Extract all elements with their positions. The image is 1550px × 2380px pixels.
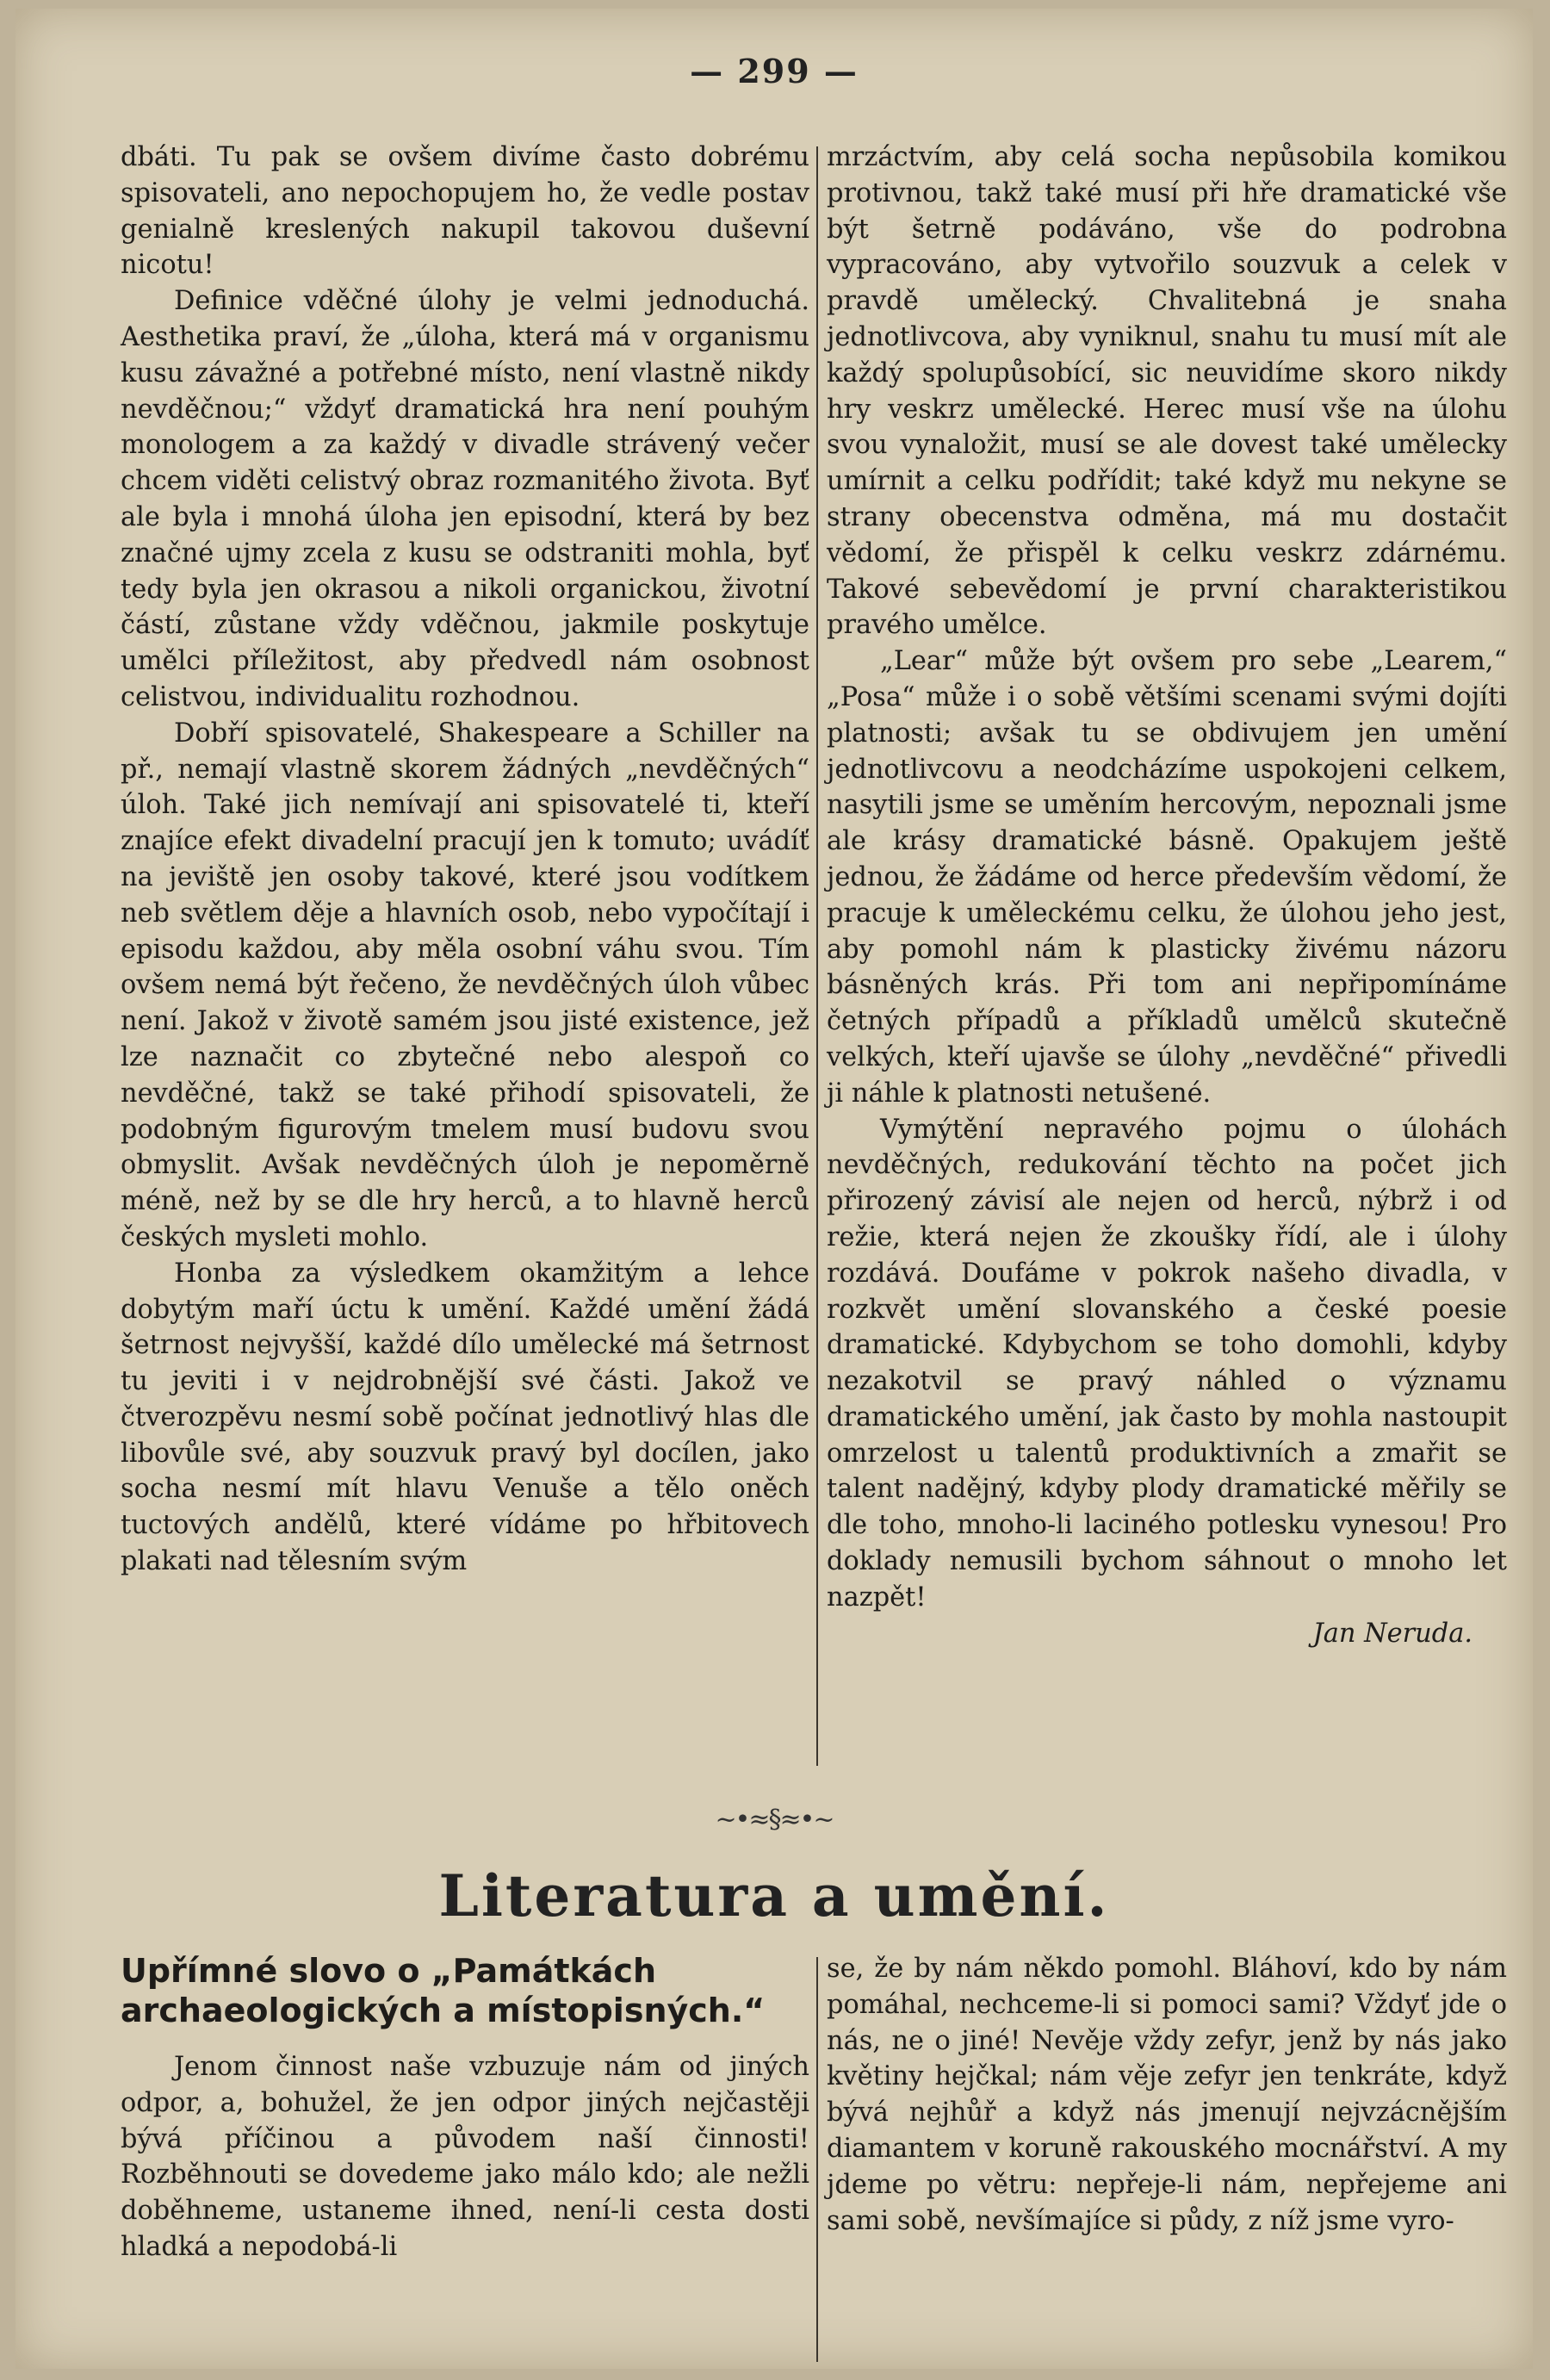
author-signature: Jan Neruda. <box>1312 1618 1472 1649</box>
paragraph: mrzáctvím, aby celá socha nepůsobila komikou protivnou, takž také musí při hře dramatické vše být šetrně podáváno, vše do podrobna vypracováno, aby vytvořilo souzvuk a celek v pravdě umělecký. Chvalitebná je snaha jednotlivcova, aby vyniknul, snahu tu musí mít ale každý spolupůsobící, sic neuvidíme skoro nikdy hry veskrz umělecké. Herec musí vše na úlohu svou vynaložit, musí se ale dovest také umělecky umírnit a celku podřídit; také když mu nekyne se strany obecenstva odměna, má mu dostačit vědomí, že přispěl k celku veskrz zdárnému. Takové sebevědomí je první charakteristikou pravého umělce. <box>827 142 1507 641</box>
paragraph: dbáti. Tu pak se ovšem divíme často dobrému spisovateli, ano nepochopujem ho, že vedle postav genialně kreslených nakupil takovou duševní nicotu! <box>121 142 809 281</box>
paragraph: Definice vděčné úlohy je velmi jednoduchá. Aesthetika praví, že „úloha, která má v organismu kusu závažné a potřebné místo, není vlastně nikdy nevděčnou;“ vždyť dramatická hra není pouhým monologem a za každý v divadle strávený večer chcem viděti celistvý obraz rozmanitého života. Byť ale byla i mnohá úloha jen episodní, která by bez značné ujmy zcela z kusu se odstraniti mohla, byť tedy byla jen okrasou a nikoli organickou, životní částí, zůstane vždy vděčnou, jakmile poskytuje umělci příležitost, aby předvedl nám osobnost celistvou, individualitu rozhodnou. <box>121 286 809 712</box>
right-column <box>809 140 1507 1651</box>
article-left-column <box>121 1951 809 2265</box>
paragraph: Dobří spisovatelé, Shakespeare a Schiller na př., nemají vlastně skorem žádných „nevděčných“ úloh. Také jich nemívají ani spisovatelé ti, kteří znajíce efekt divadelní pracují jen k tomuto; uvádíť na jeviště jen osoby takové, které jsou vodítkem neb světlem děje a hlavních osob, nebo vypočítají i episodu každou, aby měla osobní váhu svou. Tím ovšem nemá být řečeno, že nevděčných úloh vůbec není. Jakož v životě samém jsou jisté existence, jež lze naznačit co zbytečné nebo alespoň co nevděčné, takž se také přihodí spisovateli, že podobným figurovým tmelem musí budovu svou obmyslit. Avšak nevděčných úloh je nepoměrně méně, než by se dle hry herců, a to hlavně herců českých mysleti mohlo. <box>121 718 809 1252</box>
left-column <box>121 140 809 1580</box>
paragraph: Jenom činnost naše vzbuzuje nám od jiných odpor, a, bohužel, že jen odpor jiných nejčastěji bývá příčinou a původem naší činnosti! Rozběhnouti se dovedeme jako málo kdo; ale nežli doběhneme, ustaneme ihned, není-li cesta dosti hladká a nepodobá-li <box>121 2052 809 2262</box>
page-number: — 299 — <box>690 52 859 90</box>
article-title: Upřímné slovo o „Památkách archaeologických a místopisných.“ <box>121 1952 766 2029</box>
article-right-column <box>809 1951 1507 2239</box>
section-title: Literatura a umění. <box>438 1862 1110 1929</box>
paragraph: se, že by nám někdo pomohl. Bláhoví, kdo by nám pomáhal, nechceme-li si pomoci sami? Vždyť jde o nás, ne o jiné! Nevěje vždy zefyr, jenž by nás jako květiny hejčkal; nám věje zefyr jen tenkráte, když bývá nejhůř a když nás jmenují nejvzácnějším diamantem v koruně rakouského mocnářství. A my jdeme po větru: nepřeje-li nám, nepřejeme ani sami sobě, nevšímajíce si půdy, z níž jsme vyro- <box>827 1954 1507 2236</box>
ornament-divider: ~•≈§≈•~ <box>715 1805 834 1835</box>
page <box>16 9 1533 2369</box>
paragraph: Honba za výsledkem okamžitým a lehce dobytým maří úctu k umění. Každé umění žádá šetrnost nejvyšší, každé dílo umělecké má šetrnost tu jeviti i v nejdrobnější své části. Jakož ve čtverozpěvu nesmí sobě počínat jednotlivý hlas dle libovůle své, aby souzvuk pravý byl docílen, jako socha nesmí mít hlavu Venuše a tělo oněch tuctových andělů, které vídáme po hřbitovech plakati nad tělesním svým <box>121 1258 809 1577</box>
paragraph: Vymýtění nepravého pojmu o úlohách nevděčných, redukování těchto na počet jich přirozený závisí ale nejen od herců, nýbrž i od režie, která nejen že zkoušky řídí, ale i úlohy rozdává. Doufáme v pokrok našeho divadla, v rozkvět umění slovanského a české poesie dramatické. Kdybychom se toho domohli, kdyby nezakotvil se pravý náhled o významu dramatického umění, jak často by mohla nastoupit omrzelost u talentů produktivních a zmařit se talent nadějný, kdyby plody dramatické měřily se dle toho, mnoho-li laciného potlesku vynesou! Pro doklady nemusili bychom sáhnout o mnoho let nazpět! <box>827 1114 1507 1613</box>
paragraph: „Lear“ může být ovšem pro sebe „Learem,“ „Posa“ může i o sobě většími scenami svými dojíti platnosti; avšak tu se obdivujem jen umění jednotlivcovu a neodcházíme uspokojeni celkem, nasytili jsme se uměním hercovým, nepoznali jsme ale krásy dramatické básně. Opakujem ještě jednou, že žádáme od herce především vědomí, že pracuje k uměleckému celku, že úlohou jeho jest, aby pomohl nám k plasticky živému názoru básněných krás. Při tom ani nepřipomínáme četných případů a příkladů umělců skutečně velkých, kteří ujavše se úlohy „nevděčné“ přivedli ji náhle k platnosti netušené. <box>827 646 1507 1109</box>
